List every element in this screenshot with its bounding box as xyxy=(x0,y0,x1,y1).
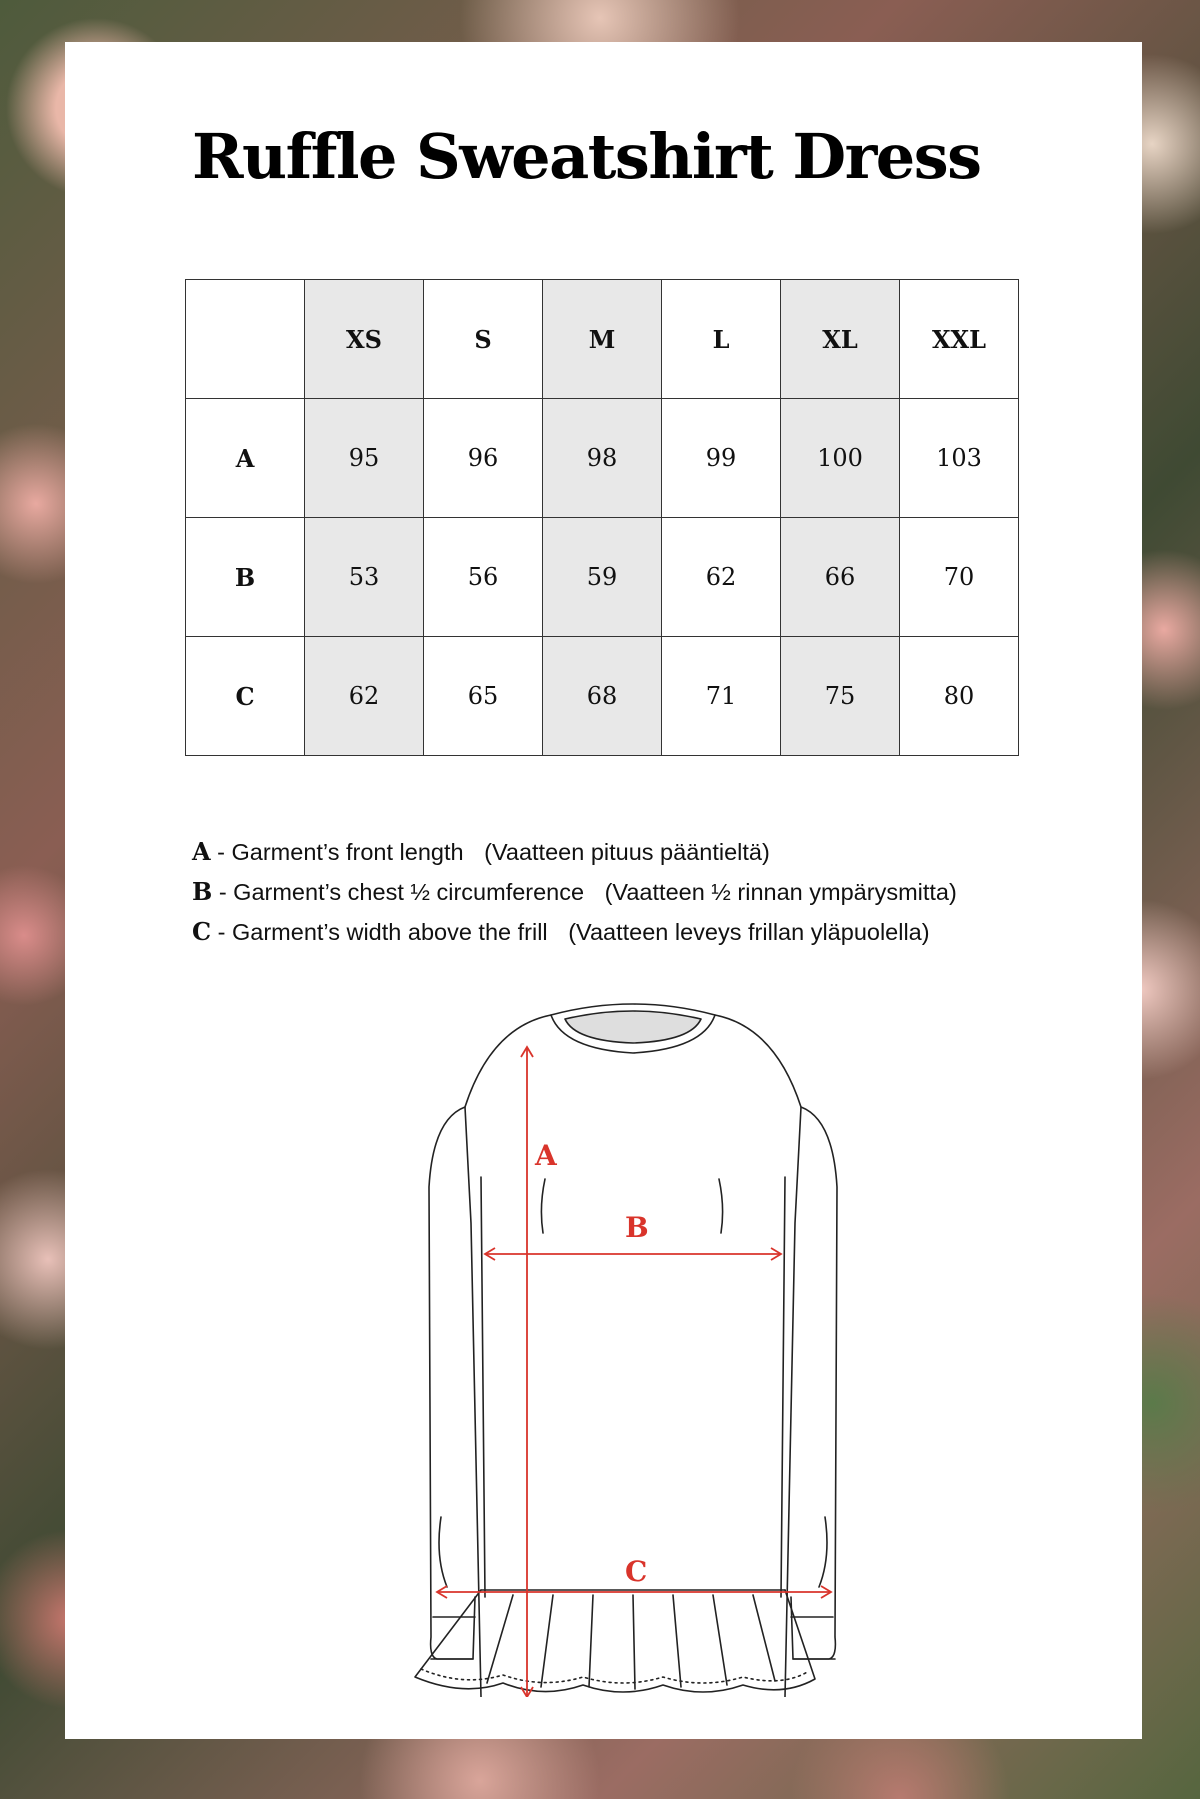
legend-key: B xyxy=(192,877,213,906)
right-sleeve xyxy=(791,1107,837,1659)
measurement-legend xyxy=(192,832,957,952)
table-corner-cell xyxy=(186,280,305,399)
legend-item-a xyxy=(192,832,957,872)
table-cell: 96 xyxy=(424,399,543,518)
left-sleeve xyxy=(429,1107,475,1659)
hem-stitch xyxy=(421,1669,809,1683)
measure-label-a: A xyxy=(535,1139,557,1172)
product-title: Ruffle Sweatshirt Dress xyxy=(192,120,981,193)
size-guide-card xyxy=(65,42,1142,1739)
table-cell: 62 xyxy=(305,637,424,756)
size-header-xxl: XXL xyxy=(900,280,1019,399)
measure-arrowheads xyxy=(437,1047,831,1697)
legend-translation: (Vaatteen pituus pääntieltä) xyxy=(484,839,770,865)
table-cell: 65 xyxy=(424,637,543,756)
legend-key: C xyxy=(192,917,212,946)
dress-technical-drawing xyxy=(403,997,863,1697)
left-cuff xyxy=(431,1617,475,1659)
row-label-b: B xyxy=(186,518,305,637)
legend-text: - Garment’s width above the frill xyxy=(217,919,548,945)
legend-item-c xyxy=(192,912,957,952)
size-header-s: S xyxy=(424,280,543,399)
size-header-m: M xyxy=(543,280,662,399)
table-cell: 56 xyxy=(424,518,543,637)
legend-translation: (Vaatteen ½ rinnan ympärysmitta) xyxy=(604,879,957,905)
row-label-c: C xyxy=(186,637,305,756)
table-cell: 62 xyxy=(662,518,781,637)
right-cuff xyxy=(791,1617,835,1659)
table-cell: 80 xyxy=(900,637,1019,756)
ruffle-folds xyxy=(487,1595,775,1689)
row-label-a: A xyxy=(186,399,305,518)
table-cell: 66 xyxy=(781,518,900,637)
legend-item-b xyxy=(192,872,957,912)
legend-key: A xyxy=(192,837,211,866)
table-row-b xyxy=(186,518,1019,637)
table-cell: 53 xyxy=(305,518,424,637)
table-cell: 99 xyxy=(662,399,781,518)
table-cell: 68 xyxy=(543,637,662,756)
table-header-row xyxy=(186,280,1019,399)
table-cell: 75 xyxy=(781,637,900,756)
size-header-l: L xyxy=(662,280,781,399)
table-cell: 98 xyxy=(543,399,662,518)
table-cell: 71 xyxy=(662,637,781,756)
table-row-a xyxy=(186,399,1019,518)
table-cell: 70 xyxy=(900,518,1019,637)
table-row-c xyxy=(186,637,1019,756)
table-cell: 100 xyxy=(781,399,900,518)
legend-text: - Garment’s chest ½ circumference xyxy=(218,879,585,905)
legend-translation: (Vaatteen leveys frillan yläpuolella) xyxy=(568,919,930,945)
measure-label-c: C xyxy=(625,1555,648,1588)
table-cell: 103 xyxy=(900,399,1019,518)
measure-label-b: B xyxy=(625,1211,649,1244)
size-table xyxy=(185,279,1019,756)
size-header-xl: XL xyxy=(781,280,900,399)
table-cell: 95 xyxy=(305,399,424,518)
legend-text: - Garment’s front length xyxy=(217,839,464,865)
size-header-xs: XS xyxy=(305,280,424,399)
table-cell: 59 xyxy=(543,518,662,637)
